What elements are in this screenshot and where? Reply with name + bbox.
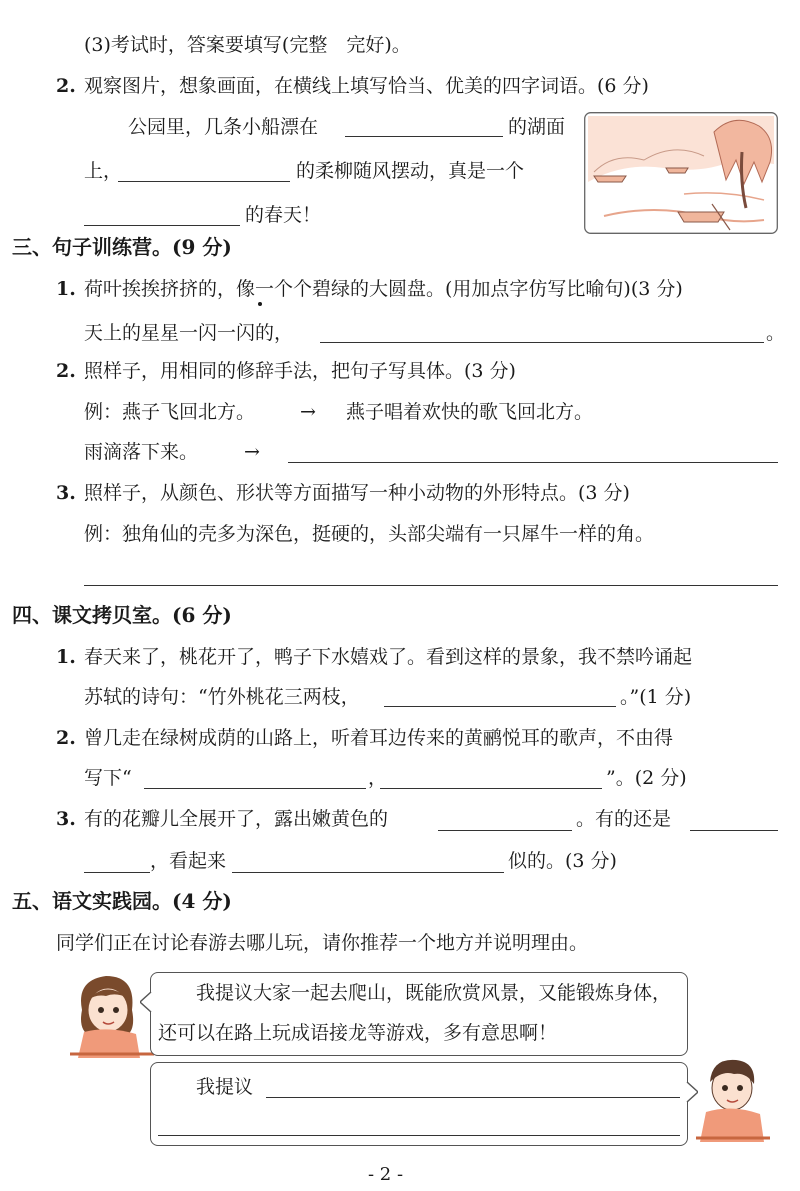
page-number: - 2 - [368,1164,404,1185]
q-number: 3. [56,482,76,504]
fill-text: 写下“ [84,767,132,789]
fill-text: 。有的还是 [576,808,672,830]
answer-blank[interactable] [144,788,366,789]
section-heading: 四、课文拷贝室。(6 分) [12,603,232,627]
q-number: 2. [56,727,76,749]
fill-text: 有的花瓣儿全展开了，露出嫩黄色的 [84,808,389,830]
girl-illustration [66,970,158,1062]
fill-text: 。 [766,322,786,344]
example-text: 例：燕子飞回北方。 [84,401,256,423]
arrow-icon: → [244,441,260,463]
bubble-text: 我提议大家一起去爬山，既能欣赏风景，又能锻炼身体， [196,982,672,1004]
fill-text: 公园里，几条小船漂在 [128,116,319,138]
fill-text: ”。(2 分) [606,767,687,789]
answer-blank[interactable] [266,1097,680,1098]
fill-text: 的柔柳随风摆动，真是一个 [296,160,525,182]
fill-text: 苏轼的诗句：“竹外桃花三两枝， [84,686,360,708]
fill-text: 似的。(3 分) [508,850,617,872]
q-number: 1. [56,646,76,668]
q-number: 2. [56,75,76,97]
task-text: 雨滴落下来。 [84,441,199,463]
answer-blank[interactable] [118,181,290,182]
q-number: 3. [56,808,76,830]
answer-blank[interactable] [345,136,503,137]
fill-text: 天上的星星一闪一闪的， [84,322,294,344]
bubble-text: 还可以在路上玩成语接龙等游戏，多有意思啊！ [158,1022,558,1044]
prompt-text: 同学们正在讨论春游去哪儿玩，请你推荐一个地方并说明理由。 [56,932,589,954]
answer-blank[interactable] [384,706,616,707]
answer-blank[interactable] [380,788,602,789]
section-heading: 五、语文实践园。(4 分) [12,889,232,913]
answer-blank[interactable] [438,830,572,831]
q-number: 2. [56,360,76,382]
fill-text: ，看起来 [150,850,227,872]
question-text: 照样子，从颜色、形状等方面描写一种小动物的外形特点。(3 分) [84,482,630,504]
answer-blank[interactable] [158,1135,680,1136]
item3-tail: (3)考试时，答案要填写(完整 完好)。 [84,34,411,56]
fill-text: 的湖面 [508,116,566,138]
bubble-tail [140,992,154,1012]
example-text: 燕子唱着欢快的歌飞回北方。 [346,401,594,423]
answer-blank[interactable] [84,585,778,586]
answer-blank[interactable] [84,225,240,226]
lake-park-illustration [584,112,778,234]
answer-blank[interactable] [232,872,504,873]
arrow-icon: → [300,401,316,423]
answer-blank[interactable] [690,830,778,831]
question-text: 观察图片，想象画面，在横线上填写恰当、优美的四字词语。(6 分) [84,75,649,97]
bubble-text: 我提议 [196,1076,254,1098]
q-number: 1. [56,278,76,300]
question-text: 曾几走在绿树成荫的山路上，听着耳边传来的黄鹂悦耳的歌声，不由得 [84,727,674,749]
fill-text: 。”(1 分) [620,686,692,708]
question-text: 春天来了，桃花开了，鸭子下水嬉戏了。看到这样的景象，我不禁吟诵起 [84,646,693,668]
answer-blank[interactable] [288,462,778,463]
section-heading: 三、句子训练营。(9 分) [12,235,232,259]
fill-text: ， [368,767,388,789]
question-text: 照样子，用相同的修辞手法，把句子写具体。(3 分) [84,360,516,382]
fill-text: 上， [84,160,123,182]
question-text: 荷叶挨挨挤挤的，像一个个碧绿的大圆盘。(用加点字仿写比喻句)(3 分) [84,278,683,300]
answer-blank[interactable] [84,872,150,873]
emphasis-dot [258,302,262,306]
fill-text: 的春天！ [245,204,322,226]
example-text: 例：独角仙的壳多为深色，挺硬的，头部尖端有一只犀牛一样的角。 [84,523,655,545]
speech-bubble-answer [150,1062,688,1146]
answer-blank[interactable] [320,342,764,343]
boy-illustration [686,1050,778,1150]
